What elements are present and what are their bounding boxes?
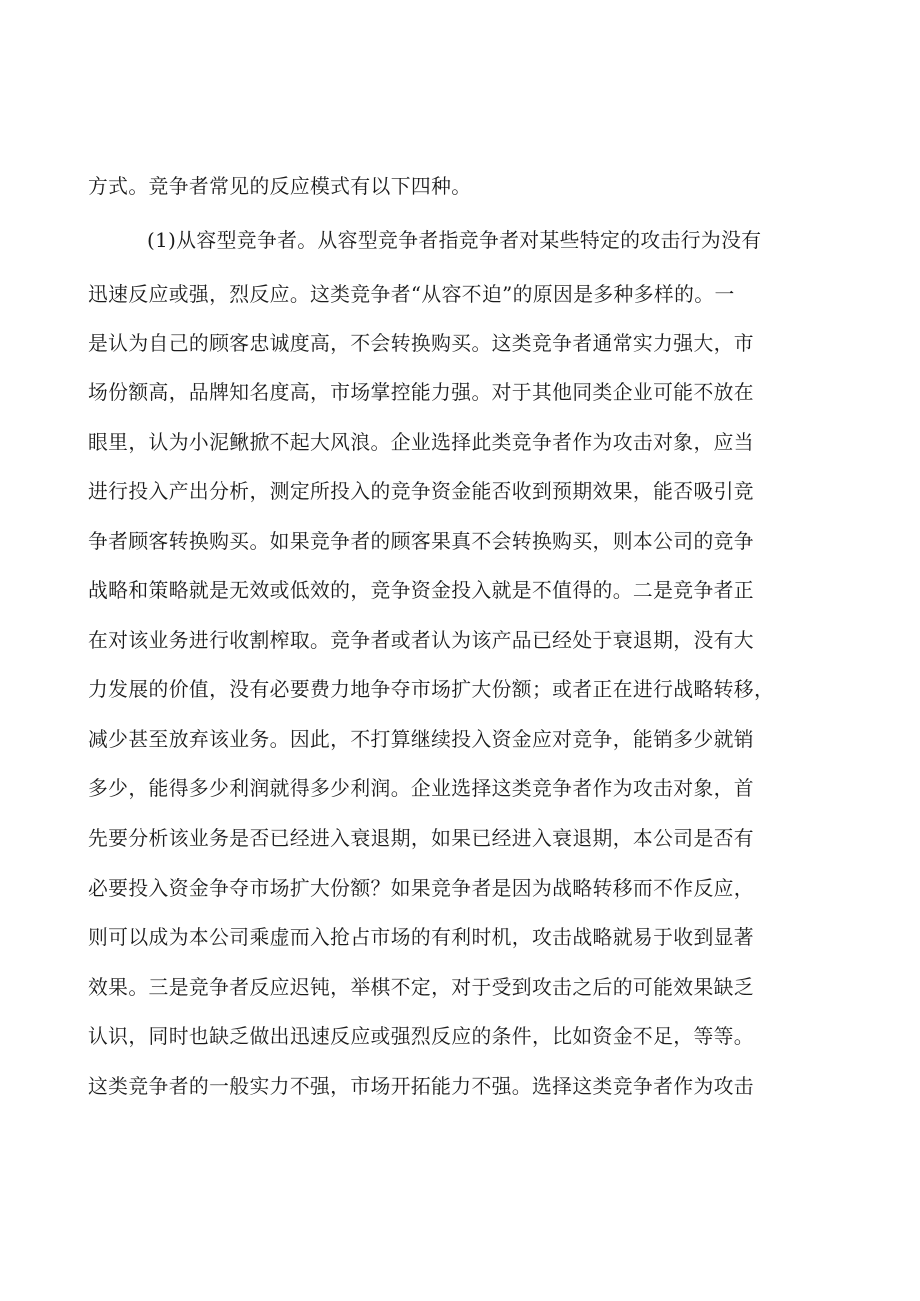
text-line: 减少甚至放弃该业务。因此，不打算继续投入资金应对竞争，能销多少就销: [88, 728, 754, 751]
text-line: 则可以成为本公司乘虚而入抢占市场的有利时机，攻击战略就易于收到显著: [88, 926, 754, 949]
text-line: 是认为自己的顾客忠诚度高，不会转换购买。这类竞争者通常实力强大，市: [88, 332, 754, 355]
text-line: 眼里，认为小泥鳅掀不起大风浪。企业选择此类竞争者作为攻击对象，应当: [88, 431, 754, 454]
text-line: 先要分析该业务是否已经进入衰退期，如果已经进入衰退期，本公司是否有: [88, 827, 754, 850]
text-line: 在对该业务进行收割榨取。竞争者或者认为该产品已经处于衰退期，没有大: [88, 629, 754, 652]
text-line: 迅速反应或强，烈反应。这类竞争者“从容不迫”的原因是多种多样的。一: [88, 283, 735, 306]
text-line: 场份额高，品牌知名度高，市场掌控能力强。对于其他同类企业可能不放在: [88, 381, 754, 404]
text-line: 认识，同时也缺乏做出迅速反应或强烈反应的条件，比如资金不足，等等。: [88, 1025, 754, 1048]
paragraph-first-line: (1)从容型竞争者。从容型竞争者指竞争者对某些特定的攻击行为没有: [147, 229, 762, 252]
text-line: 必要投入资金争夺市场扩大份额？如果竞争者是因为战略转移而不作反应，: [88, 877, 754, 900]
text-line: 方式。竞争者常见的反应模式有以下四种。: [88, 175, 472, 198]
text-line: 争者顾客转换购买。如果竞争者的顾客果真不会转换购买，则本公司的竞争: [88, 530, 754, 553]
text-line: 多少，能得多少利润就得多少利润。企业选择这类竞争者作为攻击对象，首: [88, 777, 754, 800]
text-line: 效果。三是竞争者反应迟钝，举棋不定，对于受到攻击之后的可能效果缺乏: [88, 976, 754, 999]
text-line: 这类竞争者的一般实力不强，市场开拓能力不强。选择这类竞争者作为攻击: [88, 1075, 754, 1098]
text-line: 力发展的价值，没有必要费力地争夺市场扩大份额；或者正在进行战略转移，: [88, 678, 775, 701]
text-line: 战略和策略就是无效或低效的，竞争资金投入就是不值得的。二是竞争者正: [88, 579, 754, 602]
text-line: 进行投入产出分析，测定所投入的竞争资金能否收到预期效果，能否吸引竞: [88, 480, 754, 503]
